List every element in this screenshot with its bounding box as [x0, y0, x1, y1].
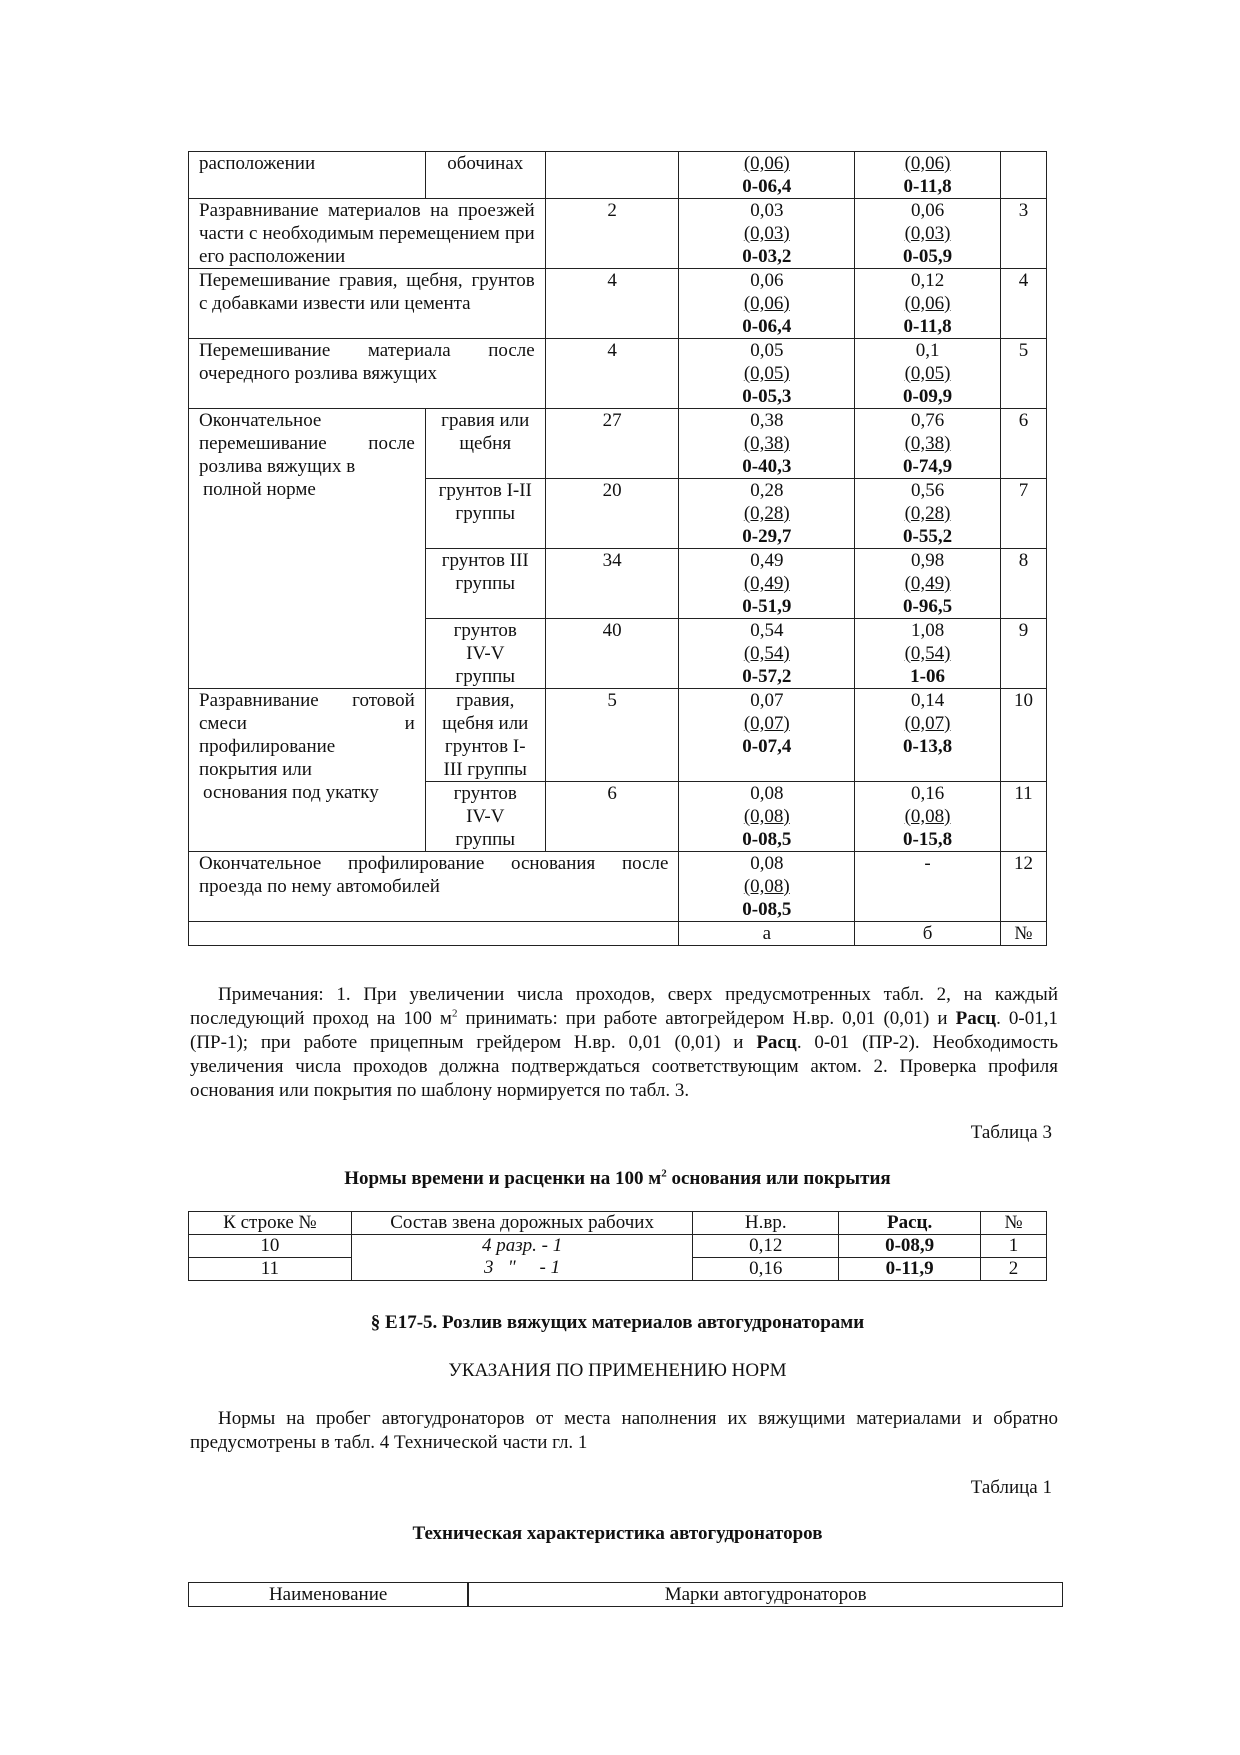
cell: -	[855, 852, 1001, 922]
tech-spec-table	[188, 1582, 1063, 1607]
header-cell: Состав звена дорожных рабочих	[351, 1212, 693, 1235]
superscript: 2	[451, 1007, 458, 1020]
cell: 0,12	[693, 1235, 839, 1258]
cell: №	[1000, 922, 1046, 946]
rate: 0-55,2	[903, 526, 953, 547]
cell	[855, 339, 1001, 409]
value: (0,54)	[904, 643, 951, 664]
cell	[679, 619, 855, 689]
cell: 1	[981, 1235, 1047, 1258]
crew-cell	[351, 1235, 693, 1281]
cell: 11	[189, 1258, 352, 1281]
cell: грунтов I-II группы	[425, 479, 545, 549]
value: 0,06	[910, 200, 945, 221]
rate: 0-05,9	[903, 246, 953, 267]
table-title: Техническая характеристика автогудронаторов	[412, 1523, 823, 1544]
cell: 27	[545, 409, 679, 479]
value: 0,07	[750, 690, 784, 711]
value: (0,07)	[904, 713, 951, 734]
rate: 0-13,8	[903, 736, 953, 757]
value: (0,07)	[743, 713, 790, 734]
cell	[679, 339, 855, 409]
value: 0,06	[750, 270, 784, 291]
crew-table	[188, 1211, 1047, 1281]
table-row	[189, 339, 1047, 409]
value: 0,28	[750, 480, 784, 501]
cell: 2	[981, 1258, 1047, 1281]
value: (0,06)	[743, 293, 790, 314]
notes-text: принимать: при работе автогрейдером Н.вр. 0,01 (0,01) и	[457, 1008, 956, 1029]
cell: гравия или щебня	[425, 409, 545, 479]
table-footer-row	[189, 922, 1047, 946]
value: 0,38	[750, 410, 784, 431]
cell	[679, 152, 855, 199]
rate: 0-09,9	[903, 386, 953, 407]
value: (0,38)	[904, 433, 951, 454]
value: 0,08	[750, 783, 784, 804]
cell	[855, 409, 1001, 479]
cell: грунтов III группы	[425, 549, 545, 619]
value: (0,05)	[904, 363, 951, 384]
header-cell: Марки автогудронаторов	[468, 1583, 1062, 1607]
value: (0,49)	[904, 573, 951, 594]
value: (0,08)	[743, 876, 790, 897]
cell: 4	[545, 339, 679, 409]
cell: грунтов IV-V группы	[425, 782, 545, 852]
rate: 0-06,4	[742, 316, 792, 337]
text-line: основания под укатку	[203, 782, 379, 803]
guide-paragraph: Нормы на пробег автогудронаторов от места наполнения их вяжущими материалами и обратно предусмотрены в табл. 4 Технической части гл. 1	[190, 1408, 1058, 1453]
rate: 0-08,5	[742, 899, 792, 920]
cell: Разравнивание материалов на проезжей части с необходимым перемещением при его расположении	[189, 199, 546, 269]
notes-text: . 0-01 (ПР-2). Необходимость увеличения числа проходов должна подтверждаться соответствующим актом. 2. Проверка профиля основания или покрытия по шаблону нормируется по табл. 3.	[190, 1032, 1059, 1101]
rate: 0-15,8	[903, 829, 953, 850]
crew-line: 3 " - 1	[484, 1257, 561, 1278]
value: (0,05)	[743, 363, 790, 384]
cell	[545, 152, 679, 199]
cell	[855, 152, 1001, 199]
rate: 0-03,2	[742, 246, 792, 267]
rate: 0-07,4	[742, 736, 792, 757]
value: (0,06)	[743, 153, 790, 174]
value: (0,38)	[743, 433, 790, 454]
value: 1,08	[910, 620, 945, 641]
rate: 0-51,9	[742, 596, 792, 617]
notes-text: Примечания: 1. При увеличении числа проходов, сверх предусмотренных табл. 2, на каждый последующий проход на 100 м	[190, 984, 1058, 1029]
cell	[189, 689, 426, 852]
table-row	[189, 1235, 1047, 1258]
cell: 3	[1000, 199, 1046, 269]
cell: 40	[545, 619, 679, 689]
cell: 0,16	[693, 1258, 839, 1281]
guide-heading: УКАЗАНИЯ ПО ПРИМЕНЕНИЮ НОРМ	[448, 1360, 787, 1381]
cell	[855, 479, 1001, 549]
value: (0,08)	[904, 806, 951, 827]
value: 0,98	[910, 550, 945, 571]
cell	[855, 689, 1001, 782]
cell: 11	[1000, 782, 1046, 852]
cell: 0-11,9	[839, 1258, 981, 1281]
notes-paragraph	[190, 983, 1058, 1103]
rate: 0-40,3	[742, 456, 792, 477]
cell	[855, 782, 1001, 852]
table-label: Таблица 1	[970, 1477, 1052, 1498]
cell: 6	[1000, 409, 1046, 479]
table-label: Таблица 3	[970, 1122, 1052, 1143]
text-line: перемешивание после	[199, 433, 415, 454]
title-text: основания или покрытия	[666, 1168, 891, 1189]
cell: 0-08,9	[839, 1235, 981, 1258]
cell	[855, 269, 1001, 339]
table-row	[189, 152, 1047, 199]
table-title	[188, 1168, 1047, 1190]
rate: 0-11,8	[903, 176, 952, 197]
cell: 9	[1000, 619, 1046, 689]
cell	[679, 479, 855, 549]
cell: 34	[545, 549, 679, 619]
cell: Окончательное профилирование основания после проезда по нему автомобилей	[189, 852, 679, 922]
value: 0,56	[910, 480, 945, 501]
cell: 5	[545, 689, 679, 782]
crew-line: 4 разр. - 1	[481, 1235, 563, 1256]
text-line: полной норме	[203, 479, 316, 500]
cell: 7	[1000, 479, 1046, 549]
value: (0,28)	[743, 503, 790, 524]
cell	[855, 549, 1001, 619]
header-cell: К строке №	[189, 1212, 352, 1235]
cell: 12	[1000, 852, 1046, 922]
text-line: покрытия или	[199, 759, 312, 780]
cell	[679, 782, 855, 852]
cell	[1000, 152, 1046, 199]
cell: Перемешивание гравия, щебня, грунтов с добавками извести или цемента	[189, 269, 546, 339]
notes-text: . 0-01,1 (ПР-1); при работе прицепным грейдером Н.вр. 0,01 (0,01) и	[190, 1008, 1058, 1053]
cell: 10	[1000, 689, 1046, 782]
cell: 4	[545, 269, 679, 339]
text-line: Окончательное	[199, 410, 322, 431]
rate: 0-11,8	[903, 316, 952, 337]
cell: обочинах	[425, 152, 545, 199]
value: (0,08)	[743, 806, 790, 827]
header-cell: Наименование	[189, 1583, 469, 1607]
title-text: Нормы времени и расценки на 100 м	[344, 1168, 662, 1189]
header-cell: №	[981, 1212, 1047, 1235]
cell	[679, 199, 855, 269]
value: 0,14	[910, 690, 945, 711]
cell: 4	[1000, 269, 1046, 339]
cell	[855, 199, 1001, 269]
cell: 5	[1000, 339, 1046, 409]
cell	[679, 409, 855, 479]
header-cell: Н.вр.	[693, 1212, 839, 1235]
cell	[679, 269, 855, 339]
value: 0,49	[750, 550, 784, 571]
table-row	[189, 689, 1047, 782]
value: 0,12	[910, 270, 945, 291]
cell: 2	[545, 199, 679, 269]
value: 0,16	[910, 783, 945, 804]
value: (0,54)	[743, 643, 790, 664]
table-row	[189, 199, 1047, 269]
cell: 6	[545, 782, 679, 852]
bold-term: Расц	[955, 1008, 997, 1029]
cell: 10	[189, 1235, 352, 1258]
cell: гравия, щебня или грунтов I-III группы	[425, 689, 545, 782]
rate: 0-29,7	[742, 526, 792, 547]
rate: 0-57,2	[742, 666, 792, 687]
value: (0,06)	[904, 293, 951, 314]
value: 0,76	[910, 410, 945, 431]
value: (0,49)	[743, 573, 790, 594]
rate: 1-06	[910, 666, 945, 687]
bold-term: Расц	[756, 1032, 797, 1053]
cell: грунтов IV-V группы	[425, 619, 545, 689]
section-heading: § Е17-5. Розлив вяжущих материалов автогудронаторами	[370, 1312, 865, 1333]
text-line: розлива вяжущих в	[199, 456, 356, 477]
cell: Перемешивание материала после очередного розлива вяжущих	[189, 339, 546, 409]
cell	[679, 689, 855, 782]
rate: 0-06,4	[742, 176, 792, 197]
cell	[189, 409, 426, 689]
table-row	[189, 852, 1047, 922]
cell	[189, 922, 679, 946]
value: (0,03)	[904, 223, 951, 244]
cell: а	[679, 922, 855, 946]
value: 0,1	[915, 340, 940, 361]
norms-table-continued	[188, 151, 1047, 946]
cell	[679, 852, 855, 922]
cell: 8	[1000, 549, 1046, 619]
rate: 0-08,5	[742, 829, 792, 850]
cell: б	[855, 922, 1001, 946]
cell	[855, 619, 1001, 689]
value: (0,03)	[743, 223, 790, 244]
rate: 0-05,3	[742, 386, 792, 407]
cell: 20	[545, 479, 679, 549]
value: 0,03	[750, 200, 784, 221]
value: (0,28)	[904, 503, 951, 524]
value: 0,08	[750, 853, 784, 874]
table-row	[189, 409, 1047, 479]
value: 0,05	[750, 340, 784, 361]
text-line: Разравнивание готовой	[199, 690, 415, 711]
table-header-row	[189, 1212, 1047, 1235]
rate: 0-74,9	[903, 456, 953, 477]
superscript: 2	[661, 1167, 667, 1180]
table-header-row	[189, 1583, 1063, 1607]
cell: расположении	[189, 152, 426, 199]
rate: 0-96,5	[903, 596, 953, 617]
text-line: смеси и	[199, 713, 415, 734]
value: 0,54	[750, 620, 784, 641]
table-row	[189, 269, 1047, 339]
text-line: профилирование	[199, 736, 336, 757]
value: (0,06)	[904, 153, 951, 174]
header-cell: Расц.	[839, 1212, 981, 1235]
cell	[679, 549, 855, 619]
